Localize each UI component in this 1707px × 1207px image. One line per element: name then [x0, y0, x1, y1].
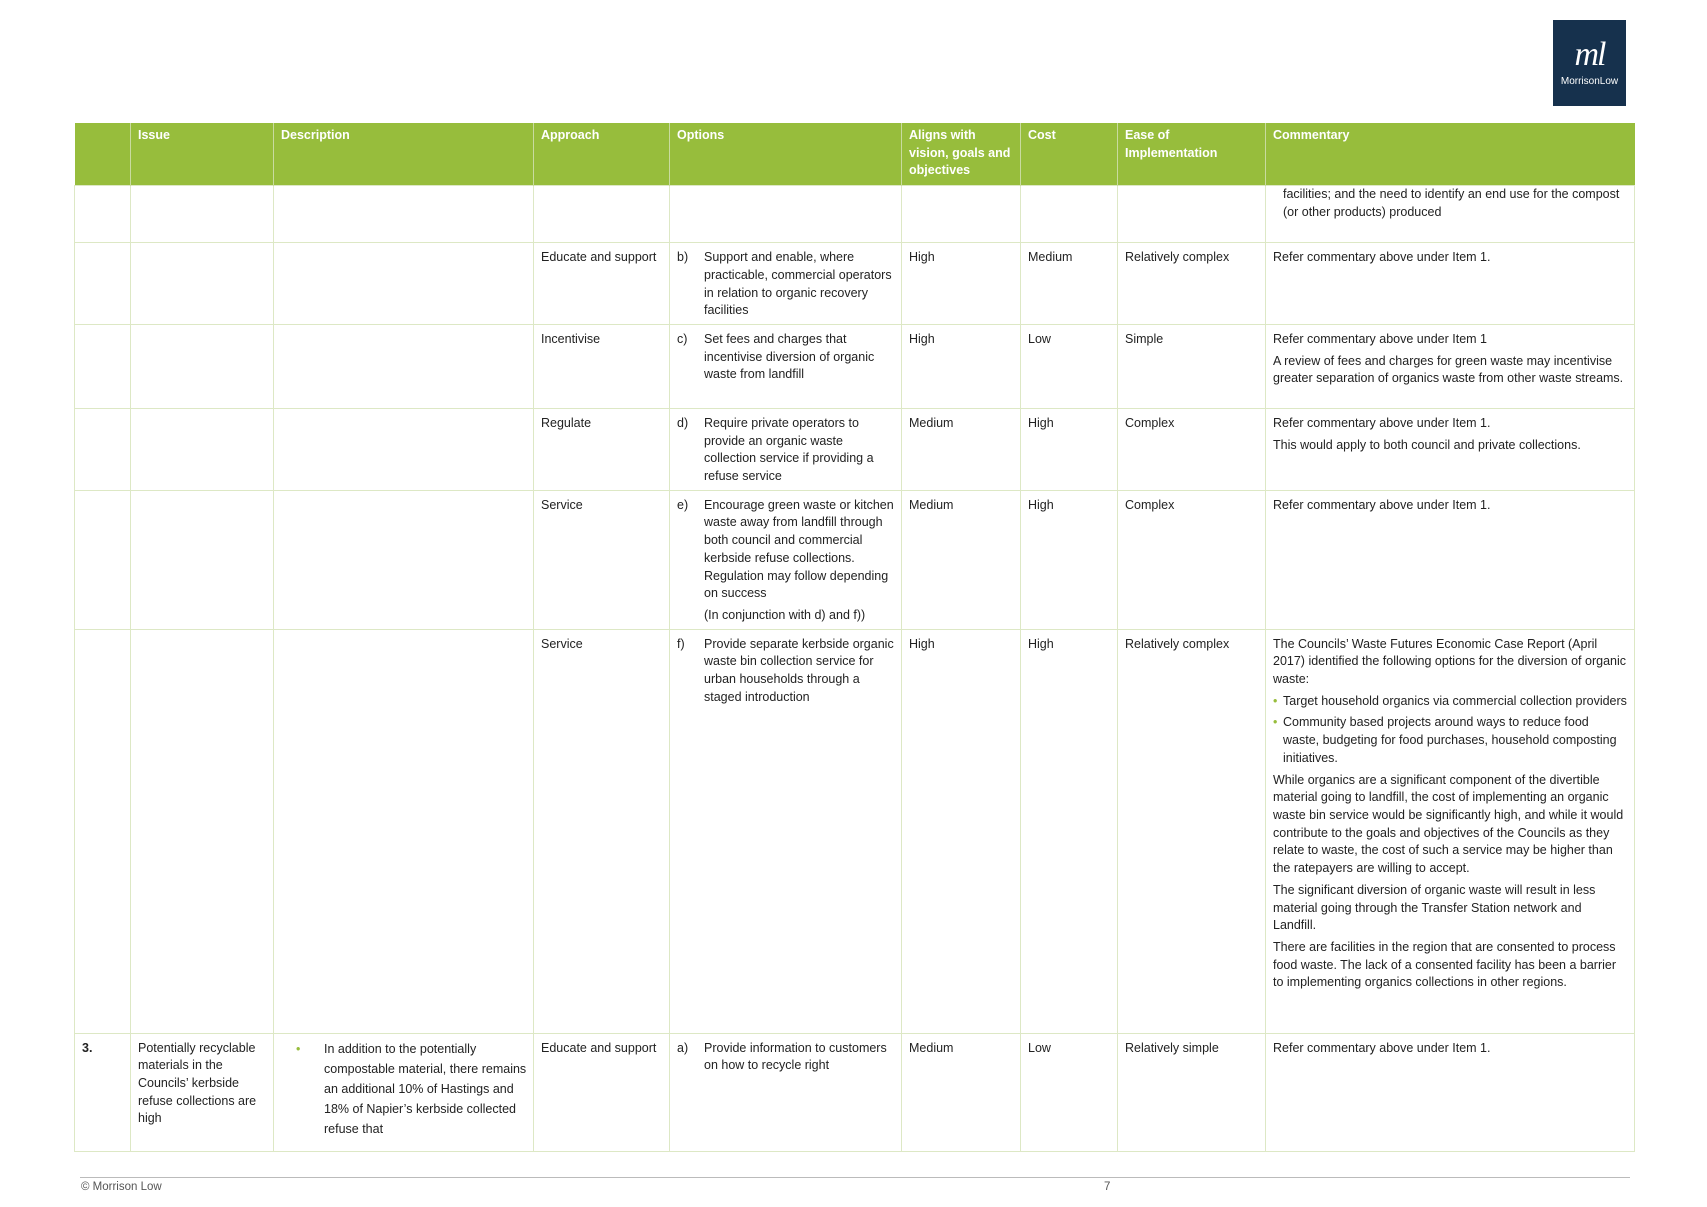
table-row — [75, 1033, 1635, 1151]
option-letter: b) — [677, 250, 689, 265]
commentary-text: This would apply to both council and private collections. — [1273, 437, 1581, 452]
bullet-icon: • — [1273, 715, 1278, 730]
commentary-cell — [1266, 324, 1635, 408]
table-row — [75, 243, 1635, 325]
aligns-cell: High — [902, 629, 1021, 1033]
option-cell — [670, 324, 902, 408]
commentary-text: While organics are a significant component of the divertible material going to landfill, the cost of implementing an organic waste bin service would be significantly high, and while it would contribute to the goals and objectives of the Councils as they relate to waste, the cost of such a service may be higher than the ratepayers are willing to accept. — [1273, 772, 1624, 876]
morrison-low-logo — [1553, 20, 1626, 106]
approach-cell: Service — [534, 629, 670, 1033]
option-text: Provide information to customers on how to recycle right — [704, 1040, 887, 1073]
commentary-text: There are facilities in the region that are consented to process food waste. The lack of a consented facility has been a barrier to implementing organics collections in other regions. — [1273, 939, 1617, 990]
logo-name: MorrisonLow — [1560, 76, 1619, 87]
option-text: Require private operators to provide an organic waste collection service if providing a refuse service — [704, 415, 874, 484]
commentary-text: The Councils’ Waste Futures Economic Case Report (April 2017) identified the following options for the diversion of organic waste: — [1273, 636, 1626, 687]
option-cell — [670, 1033, 902, 1151]
option-cell — [670, 629, 902, 1033]
cost-cell: Low — [1021, 324, 1118, 408]
cost-cell: High — [1021, 408, 1118, 490]
header-num — [75, 123, 131, 186]
commentary-text: facilities; and the need to identify an end use for the compost (or other products) produced — [1283, 187, 1620, 219]
commentary-cell — [1266, 490, 1635, 629]
ease-cell: Complex — [1118, 408, 1266, 490]
ease-cell: Relatively simple — [1118, 1033, 1266, 1151]
aligns-cell: Medium — [902, 1033, 1021, 1151]
footer-divider — [80, 1177, 1630, 1178]
commentary-cell: Refer commentary above under Item 1. — [1266, 1033, 1635, 1151]
table-row — [75, 408, 1635, 490]
commentary-text: Refer commentary above under Item 1. — [1273, 497, 1491, 512]
header-description: Description — [274, 123, 534, 186]
header-ease: Ease of Implementation — [1118, 123, 1266, 186]
header-commentary: Commentary — [1266, 123, 1635, 186]
approach-cell: Regulate — [534, 408, 670, 490]
option-letter: d) — [677, 415, 689, 430]
commentary-cell — [1266, 243, 1635, 325]
ease-cell: Relatively complex — [1118, 629, 1266, 1033]
ease-cell: Simple — [1118, 324, 1266, 408]
ease-cell: Complex — [1118, 490, 1266, 629]
commentary-text: Refer commentary above under Item 1 — [1273, 331, 1487, 346]
option-text: Encourage green waste or kitchen waste away from landfill through both council and commercial kerbside refuse collections. Regulation may follow depending on success — [704, 497, 894, 601]
commentary-text: A review of fees and charges for green waste may incentivise greater separation of organics waste from other waste streams. — [1273, 353, 1624, 386]
approach-cell: Educate and support — [534, 1033, 670, 1151]
item-number: 3. — [75, 1033, 131, 1151]
aligns-cell: High — [902, 324, 1021, 408]
option-text: Support and enable, where practicable, commercial operators in relation to organic recovery facilities — [704, 250, 892, 318]
description-cell: • In addition to the potentially compostable material, there remains an additional 10% of Hastings and 18% of Napier’s kerbside collected refuse that — [274, 1033, 534, 1151]
footer-copyright: © Morrison Low — [81, 1181, 162, 1193]
table-header-row — [75, 123, 1635, 186]
cost-cell: Low — [1021, 1033, 1118, 1151]
header-approach: Approach — [534, 123, 670, 186]
option-letter: f) — [677, 636, 685, 651]
page-number: 7 — [1104, 1181, 1111, 1193]
option-cell — [670, 490, 902, 629]
list-item: • Target household organics via commercial collection providers — [1273, 693, 1627, 711]
option-letter: c) — [677, 331, 688, 346]
header-issue: Issue — [131, 123, 274, 186]
option-letter: e) — [677, 497, 689, 512]
cost-cell: High — [1021, 490, 1118, 629]
logo-mark: ml — [1574, 36, 1605, 73]
aligns-cell: Medium — [902, 490, 1021, 629]
commentary-text: Refer commentary above under Item 1. — [1273, 415, 1491, 430]
list-item: • Community based projects around ways to reduce food waste, budgeting for food purchases, household composting initiatives. — [1273, 714, 1627, 767]
ease-cell: Relatively complex — [1118, 243, 1266, 325]
cost-cell: Medium — [1021, 243, 1118, 325]
header-aligns: Aligns with vision, goals and objectives — [902, 123, 1021, 186]
option-note: (In conjunction with d) and f)) — [704, 607, 866, 622]
table-row — [75, 629, 1635, 1033]
commentary-cell — [1266, 408, 1635, 490]
waste-options-table — [74, 123, 1635, 1152]
header-options: Options — [670, 123, 902, 186]
bullet-icon: • — [296, 1041, 301, 1056]
option-letter: a) — [677, 1040, 689, 1055]
option-cell — [670, 408, 902, 490]
approach-cell: Service — [534, 490, 670, 629]
option-text: Provide separate kerbside organic waste bin collection service for urban households through a staged introduction — [704, 636, 894, 704]
cost-cell: High — [1021, 629, 1118, 1033]
table-row — [75, 490, 1635, 629]
table-row — [75, 186, 1635, 243]
option-text: Set fees and charges that incentivise diversion of organic waste from landfill — [704, 331, 875, 382]
commentary-text: The significant diversion of organic waste will result in less material going through the Transfer Station network and Landfill. — [1273, 882, 1596, 933]
option-cell — [670, 243, 902, 325]
bullet-icon: • — [1273, 693, 1278, 708]
aligns-cell: Medium — [902, 408, 1021, 490]
commentary-cell — [1266, 629, 1635, 1033]
commentary-text: Refer commentary above under Item 1. — [1273, 250, 1491, 265]
issue-cell: Potentially recyclable materials in the Councils’ kerbside refuse collections are high — [131, 1033, 274, 1151]
aligns-cell: High — [902, 243, 1021, 325]
header-cost: Cost — [1021, 123, 1118, 186]
approach-cell: Incentivise — [534, 324, 670, 408]
commentary-cell — [1266, 186, 1635, 243]
approach-cell: Educate and support — [534, 243, 670, 325]
table-row — [75, 324, 1635, 408]
